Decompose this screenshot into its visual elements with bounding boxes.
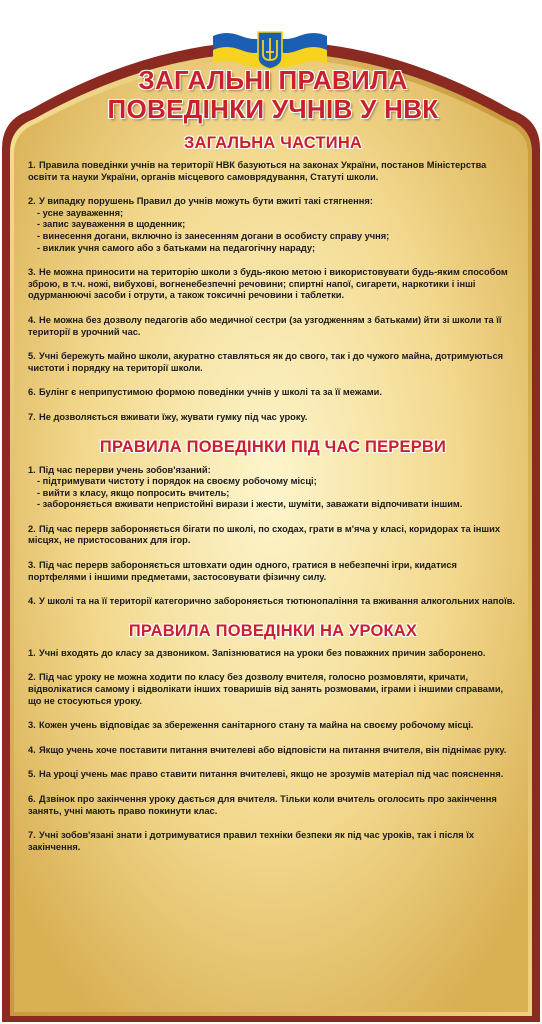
rule-item: 5. На уроці учень має право ставити питання вчителеві, якщо не зрозумів матеріал під час пояснення. bbox=[28, 769, 504, 780]
rule-subitem: - вийти з класу, якщо попросить вчитель; bbox=[37, 487, 230, 498]
rule-subitem: - забороняється вживати непристойні вирази і жести, шуміти, заважати відпочивати іншим. bbox=[37, 499, 463, 510]
rule-item: 3. Кожен учень відповідає за збереження санітарного стану та майна на своєму робочому місці. bbox=[28, 720, 474, 731]
rule-item: 1. Учні входять до класу за дзвоником. Запізнюватися на уроки без поважних причин заборонено. bbox=[28, 647, 486, 658]
rule-item: 7. Не дозволяється вживати їжу, жувати гумку під час уроку. bbox=[28, 411, 308, 422]
rule-item: 3. Не можна приносити на територію школи з будь-якою метою і використовувати будь-яким способом зброю, в т.ч. ножі, вибухові, вогненебезпечні речовини; спиртні напої, сигарети, наркотики і інші одурманюючі засоби і отрути, а також токсичні речовини і таблетки. bbox=[28, 267, 508, 301]
page-title-line-1: ЗАГАЛЬНІ ПРАВИЛА bbox=[138, 65, 408, 95]
rule-item: 2. Під час перерв забороняється бігати по школі, по сходах, грати в м'яча у класі, коридорах та інших місцях, не пристосованих для ігор. bbox=[28, 523, 501, 546]
rule-subitem: - виклик учня самого або з батьками на педагогічну нараду; bbox=[37, 242, 316, 253]
section-heading-lessons: ПРАВИЛА ПОВЕДІНКИ НА УРОКАХ bbox=[128, 621, 418, 640]
rule-item: 1. Правила поведінки учнів на території НВК базуються на законах України, постанов Міністерства освіти та науки України, органів місцевого самоврядування, Статуті школи. bbox=[28, 160, 487, 182]
tryzub-icon bbox=[258, 32, 282, 69]
page-title-line-2: ПОВЕДІНКИ УЧНІВ У НВК bbox=[107, 94, 439, 124]
rule-item: 7. Учні зобов'язані знати і дотримуватися правил техніки безпеки як під час уроків, так і після їх закінчення. bbox=[28, 830, 475, 852]
section-heading-general: ЗАГАЛЬНА ЧАСТИНА bbox=[183, 134, 363, 152]
rules-content bbox=[28, 66, 518, 1006]
rule-item: 4. У школі та на її території категорично забороняється тютюнопаління та вживання алкогольних напоїв. bbox=[28, 596, 516, 607]
rule-item: 4. Якщо учень хоче поставити питання вчителеві або відповісти на питання вчителя, він піднімає руку. bbox=[28, 744, 507, 755]
rule-item: 2. Під час уроку не можна ходити по класу без дозволу вчителя, голосно розмовляти, кричати, відволікатися самому і відволікати інших товаришів від занять розмовами, іграми і іншими справами, що не стосуються уроку. bbox=[28, 672, 504, 706]
rule-subitem: - підтримувати чистоту і порядок на своєму робочому місці; bbox=[37, 476, 317, 487]
rules-list-lessons bbox=[28, 648, 518, 854]
rules-list-break bbox=[28, 465, 518, 608]
rule-subitem: - усне зауваження; bbox=[37, 207, 124, 218]
rules-list-general bbox=[28, 160, 518, 424]
rule-item: 2. У випадку порушень Правил до учнів можуть бути вжиті такі стягнення: - усне зауваження; - запис зауваження в щоденник; - винесення догани, включно із занесенням догани в особисту справу учня; - виклик учня самого або з батьками на педагогічну нараду; bbox=[28, 196, 518, 254]
rule-subitem: - винесення догани, включно із занесенням догани в особисту справу учня; bbox=[37, 230, 390, 241]
rule-item: 6. Дзвінок про закінчення уроку дається для вчителя. Тільки коли вчитель оголосить про закінчення занять, учні мають право покинути клас. bbox=[28, 794, 497, 816]
page-title bbox=[28, 66, 518, 124]
rule-item: 4. Не можна без дозволу педагогів або медичної сестри (за узгодженням з батьками) йти зі школи та її території в урочний час. bbox=[28, 314, 502, 337]
rule-item: 5. Учні бережуть майно школи, акуратно ставляться як до свого, так і до чужого майна, дотримуються чистоти і порядку на території школи. bbox=[28, 351, 504, 373]
rule-item: 3. Під час перерв забороняється штовхати один одного, гратися в небезпечні ігри, кидатися портфелями і іншими предметами, застосовувати фізичну силу. bbox=[28, 560, 457, 582]
rule-item: 1. Під час перерви учень зобов'язаний: - підтримувати чистоту і порядок на своєму робочому місці; - вийти з класу, якщо попросить вчитель; - забороняється вживати непристойні вирази і жести, шуміти, заважати відпочивати іншим. bbox=[28, 465, 518, 511]
ukraine-flag-emblem bbox=[211, 30, 329, 70]
rule-item: 6. Булінг є неприпустимою формою поведінки учнів у школі та за її межами. bbox=[28, 387, 382, 398]
rule-subitem: - запис зауваження в щоденник; bbox=[37, 219, 186, 230]
section-heading-break: ПРАВИЛА ПОВЕДІНКИ ПІД ЧАС ПЕРЕРВИ bbox=[99, 437, 447, 456]
